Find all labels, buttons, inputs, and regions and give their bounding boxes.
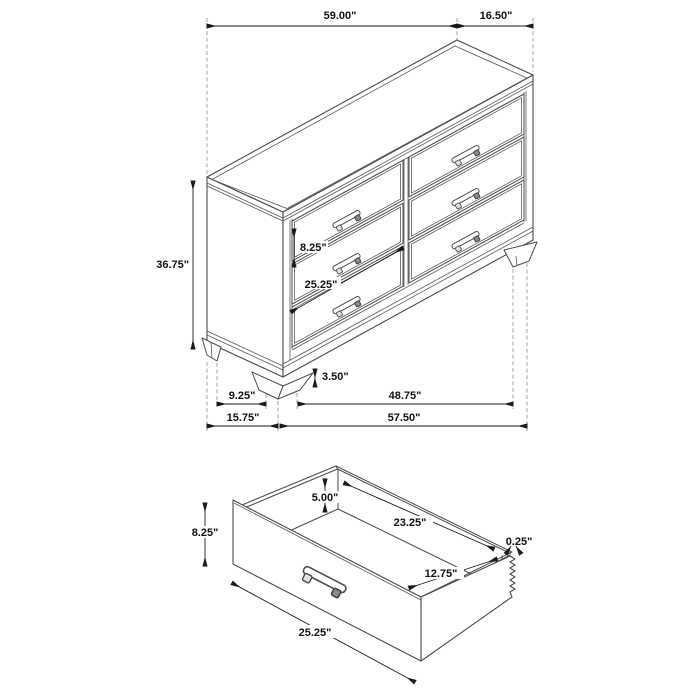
dim-top-depth (457, 10, 533, 26)
dim-box-front-height (188, 503, 222, 566)
dim-foot-inset-label: 9.25" (228, 390, 256, 402)
dim-overall-height-label: 36.75" (156, 259, 189, 271)
dim-drawer-width-label: 25.25" (304, 279, 338, 291)
dim-front-feet-span-label: 48.75" (388, 390, 422, 402)
dim-box-thickness-label: 0.25" (505, 536, 533, 548)
dim-overall-depth (207, 412, 278, 426)
dim-front-feet-span (298, 390, 513, 404)
dresser-figure (156, 10, 537, 431)
dim-foot-inset (217, 390, 266, 404)
dresser-body (207, 40, 533, 377)
dim-front-width-label: 57.50" (387, 412, 421, 424)
dim-top-width (207, 10, 457, 26)
dim-front-width (280, 412, 527, 426)
dim-box-interior-length-label: 23.25" (393, 517, 427, 529)
dim-overall-depth-label: 15.75" (226, 412, 260, 424)
dim-drawer-height-label: 8.25" (300, 242, 327, 254)
dim-box-interior-depth-label: 12.75" (424, 568, 458, 580)
dim-overall-height (156, 181, 193, 349)
dim-top-width-label: 59.00" (323, 10, 357, 22)
dim-box-front-width-label: 25.25" (298, 627, 332, 639)
dim-foot-height-label: 3.50" (322, 371, 349, 383)
dim-box-interior-height-label: 5.00" (311, 492, 339, 504)
dim-box-front-height-label: 8.25" (191, 527, 219, 539)
dim-foot-height (315, 369, 349, 387)
drawer-box-figure (188, 466, 532, 682)
front-foot-left-face (252, 372, 283, 399)
dim-top-depth-label: 16.50" (479, 10, 513, 22)
dim-box-interior-length (344, 483, 494, 549)
